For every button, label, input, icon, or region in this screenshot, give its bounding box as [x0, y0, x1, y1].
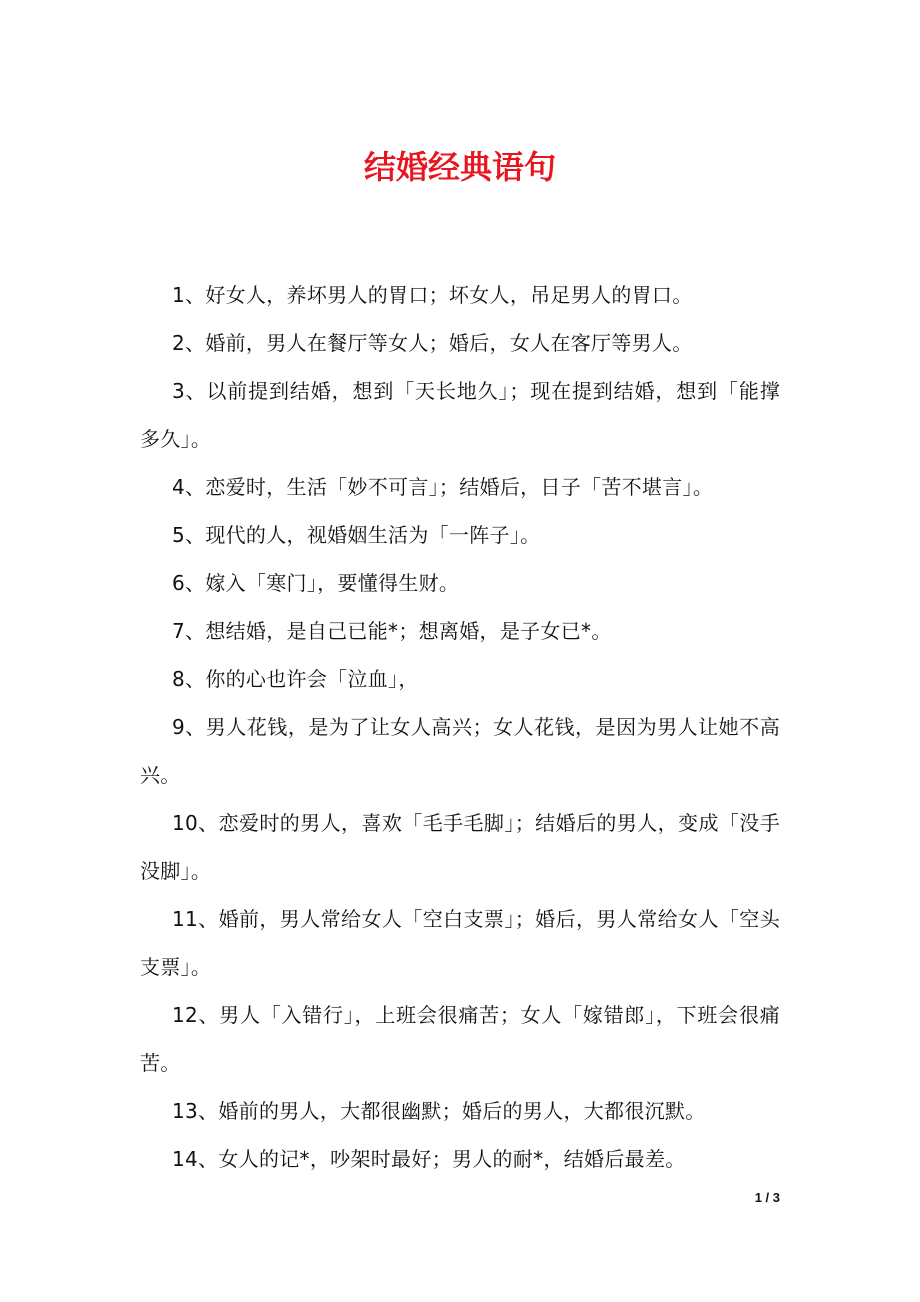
document-body — [140, 271, 780, 1183]
paragraph: 8、你的心也许会「泣血」， — [172, 667, 419, 691]
paragraph: 3、以前提到结婚，想到「天长地久」；现在提到结婚，想到「能撑多久」。 — [140, 379, 780, 451]
paragraph: 14、女人的记*，吵架时最好；男人的耐*，结婚后最差。 — [172, 1147, 686, 1171]
paragraph: 4、恋爱时，生活「妙不可言」；结婚后，日子「苦不堪言」。 — [172, 475, 714, 499]
paragraph: 5、现代的人，视婚姻生活为「一阵子」。 — [172, 523, 541, 547]
page-number: 1 / 3 — [754, 1190, 780, 1205]
paragraph: 7、想结婚，是自己已能*；想离婚，是子女已*。 — [172, 619, 612, 643]
paragraph: 9、男人花钱，是为了让女人高兴；女人花钱，是因为男人让她不高兴。 — [140, 715, 780, 787]
paragraph: 6、嫁入「寒门」，要懂得生财。 — [172, 571, 460, 595]
paragraph: 11、婚前，男人常给女人「空白支票」；婚后，男人常给女人「空头支票」。 — [140, 907, 780, 979]
paragraph: 1、好女人，养坏男人的胃口；坏女人，吊足男人的胃口。 — [172, 283, 693, 307]
paragraph: 2、婚前，男人在餐厅等女人；婚后，女人在客厅等男人。 — [172, 331, 693, 355]
paragraph: 13、婚前的男人，大都很幽默；婚后的男人，大都很沉默。 — [172, 1099, 706, 1123]
paragraph: 12、男人「入错行」，上班会很痛苦；女人「嫁错郎」，下班会很痛苦。 — [140, 1003, 780, 1075]
paragraph: 10、恋爱时的男人，喜欢「毛手毛脚」；结婚后的男人，变成「没手没脚」。 — [140, 811, 780, 883]
document-title: 结婚经典语句 — [363, 148, 556, 186]
